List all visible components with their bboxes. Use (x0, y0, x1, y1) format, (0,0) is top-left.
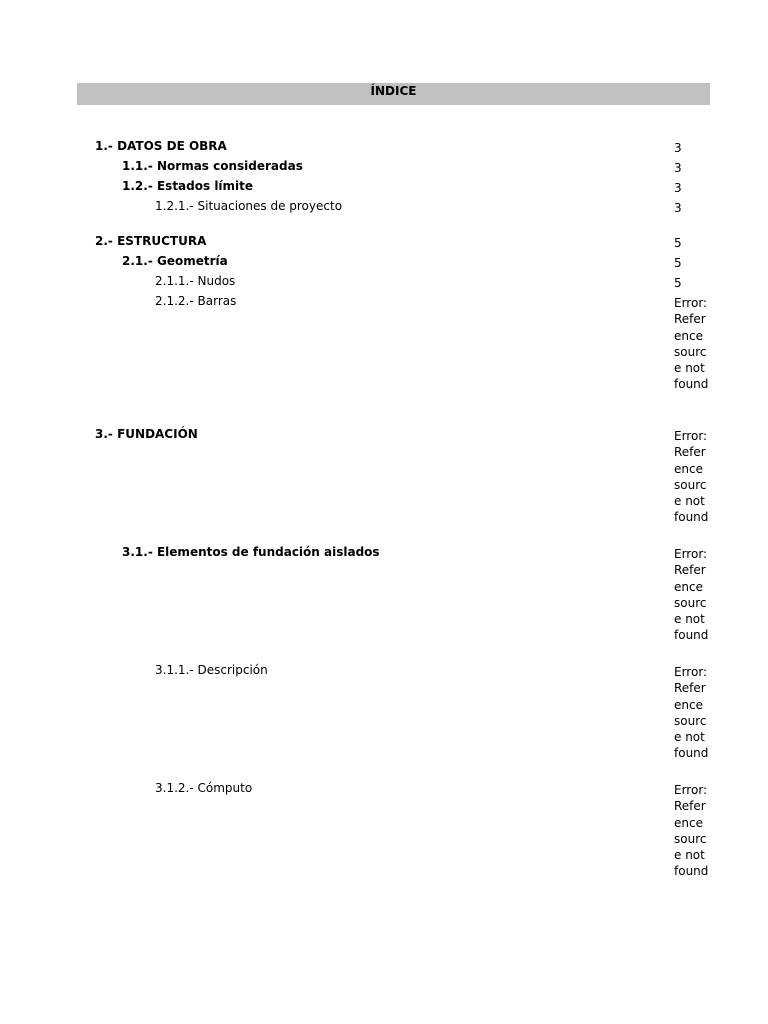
toc-entry-title[interactable] (155, 293, 236, 309)
toc-entry-title[interactable] (155, 198, 342, 214)
toc-entry-number: 1.2.- (122, 179, 153, 193)
toc-entry-page: 3 (674, 141, 682, 155)
toc-entry-number: 2.1.1.- (155, 274, 194, 288)
toc-entry-title[interactable] (95, 233, 206, 249)
toc-entry-number: 1.- (95, 139, 113, 153)
toc-entry-page: Error: Reference source not found (674, 783, 709, 879)
toc-entry-label: Cómputo (197, 781, 253, 795)
toc-entry-page: Error: Reference source not found (674, 547, 709, 643)
toc-entry-page: 3 (674, 181, 682, 195)
toc-entry-number: 3.1.2.- (155, 781, 194, 795)
toc-entry-label: ESTRUCTURA (117, 234, 207, 248)
toc-entry-number: 1.1.- (122, 159, 153, 173)
toc-entry-title[interactable] (122, 544, 380, 560)
toc-entry-title[interactable] (155, 273, 235, 289)
toc-entry-number: 1.2.1.- (155, 199, 194, 213)
toc-entry-page: 3 (674, 201, 682, 215)
toc-entry-label: Estados límite (156, 179, 254, 193)
toc-entry-number: 2.1.- (122, 254, 153, 268)
toc-entry-page: Error: Reference source not found (674, 296, 709, 392)
toc-entry-title[interactable] (122, 178, 253, 194)
toc-entry-title[interactable] (122, 158, 303, 174)
toc-entry-number: 3.1.- (122, 545, 153, 559)
toc-entry-number: 3.1.1.- (155, 663, 194, 677)
toc-entry-page: 3 (674, 161, 682, 175)
toc-entry-title[interactable] (95, 426, 198, 442)
toc-entry-page: Error: Reference source not found (674, 429, 709, 525)
toc-entry-number: 3.- (95, 427, 113, 441)
toc-entry-title[interactable] (155, 662, 268, 678)
toc-entry-label: FUNDACIÓN (117, 427, 198, 441)
toc-entry-title[interactable] (95, 138, 227, 154)
toc-entry-label: Geometría (156, 254, 228, 268)
toc-entry-label: Normas consideradas (156, 159, 303, 173)
toc-entry-label: DATOS DE OBRA (117, 139, 227, 153)
toc-entry-title[interactable] (155, 780, 252, 796)
toc-entry-label: Barras (197, 294, 237, 308)
toc-entry-page: 5 (674, 236, 682, 250)
toc-entry-title[interactable] (122, 253, 228, 269)
toc-entry-label: Nudos (197, 274, 236, 288)
toc-entry-number: 2.- (95, 234, 113, 248)
toc-entry-page: Error: Reference source not found (674, 665, 709, 761)
index-heading: ÍNDICE (370, 84, 417, 98)
toc-entry-page: 5 (674, 256, 682, 270)
toc-entry-page: 5 (674, 276, 682, 290)
index-heading-bar (77, 83, 710, 105)
toc-entry-label: Situaciones de proyecto (197, 199, 343, 213)
toc-entry-label: Elementos de fundación aislados (156, 545, 380, 559)
toc-entry-label: Descripción (197, 663, 268, 677)
toc-entry-number: 2.1.2.- (155, 294, 194, 308)
